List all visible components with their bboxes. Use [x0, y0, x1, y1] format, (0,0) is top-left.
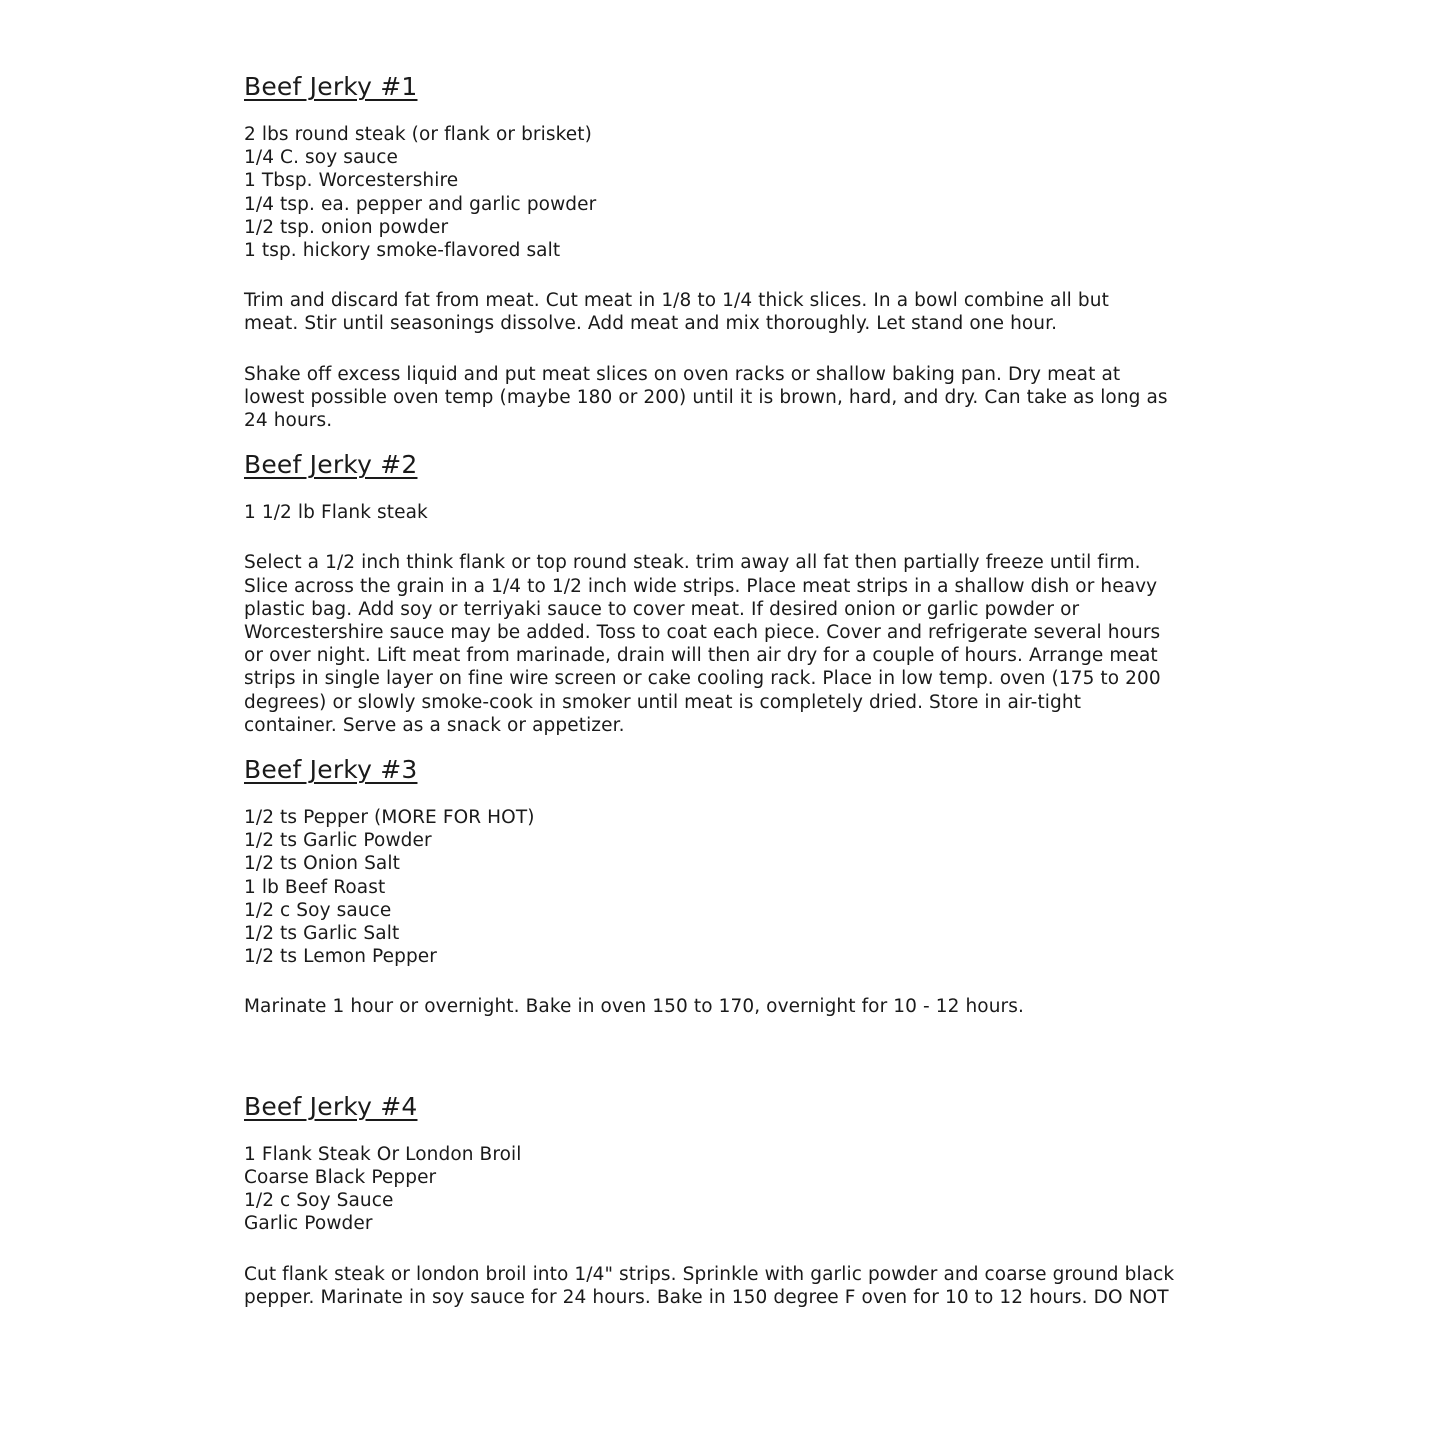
instructions-paragraph: Marinate 1 hour or overnight. Bake in oven 150 to 170, overnight for 10 - 12 hours. — [244, 996, 1024, 1018]
recipe-section — [244, 1090, 1204, 1309]
ingredient-item: 1/2 c Soy sauce — [244, 899, 392, 921]
ingredient-item: 1/2 ts Onion Salt — [244, 853, 400, 875]
instructions-paragraph: Trim and discard fat from meat. Cut meat in 1/8 to 1/4 thick slices. In a bowl combine all but meat. Stir until seasonings dissolve. Add meat and mix thoroughly. Let stand one hour. — [244, 290, 1109, 335]
document-page — [244, 70, 1204, 1309]
recipe-section — [244, 70, 1204, 432]
ingredient-item: 1/4 tsp. ea. pepper and garlic powder — [244, 193, 597, 215]
ingredient-item: 1 1/2 lb Flank steak — [244, 502, 428, 524]
ingredient-item: 2 lbs round steak (or flank or brisket) — [244, 124, 592, 145]
recipe-section — [244, 448, 1204, 737]
recipe-title: Beef Jerky #3 — [244, 755, 418, 785]
instructions-paragraph: Select a 1/2 inch think flank or top round steak. trim away all fat then partially freeze until firm. Slice across the grain in a 1/4 to 1/2 inch wide strips. Place meat strips in a shallow dish or heavy plastic bag. Add soy or terriyaki sauce to cover meat. If desired onion or garlic powder or Worcestershire sauce may be added. Toss to coat each piece. Cover and refrigerate several hours or over night. Lift meat from marinade, drain will then air dry for a couple of hours. Arrange meat strips in single layer on fine wire screen or cake cooling rack. Place in low temp. oven (175 to 200 degrees) or slowly smoke-cook in smoker until meat is completely dried. Store in air-tight container. Serve as a snack or appetizer. — [244, 552, 1161, 736]
ingredient-item: 1/2 ts Lemon Pepper — [244, 946, 437, 968]
ingredient-item: 1 Tbsp. Worcestershire — [244, 170, 459, 192]
ingredient-item: 1/2 ts Garlic Salt — [244, 923, 400, 945]
ingredient-list — [244, 1143, 1204, 1236]
ingredient-list — [244, 501, 1204, 524]
ingredient-item: 1 lb Beef Roast — [244, 876, 386, 898]
ingredient-item: Coarse Black Pepper — [244, 1166, 437, 1188]
instructions-paragraph: Shake off excess liquid and put meat slices on oven racks or shallow baking pan. Dry meat at lowest possible oven temp (maybe 180 or 200) until it is brown, hard, and dry. Can take as long as 24 hours. — [244, 363, 1168, 432]
recipe-title: Beef Jerky #1 — [244, 72, 418, 101]
instructions-paragraph: Cut flank steak or london broil into 1/4" strips. Sprinkle with garlic powder and coarse ground black pepper. Marinate in soy sauce for 24 hours. Bake in 150 degree F oven for 10 to 12 hours. DO NOT — [244, 1263, 1175, 1308]
ingredient-item: 1/2 ts Pepper (MORE FOR HOT) — [244, 807, 535, 829]
ingredient-item: 1 Flank Steak Or London Broil — [244, 1143, 522, 1165]
ingredient-item: 1 tsp. hickory smoke-flavored salt — [244, 240, 561, 262]
ingredient-item: Garlic Powder — [244, 1213, 373, 1235]
ingredient-item: 1/2 ts Garlic Powder — [244, 830, 432, 852]
recipe-title: Beef Jerky #4 — [244, 1091, 418, 1121]
ingredient-list — [244, 123, 1204, 262]
ingredient-item: 1/2 tsp. onion powder — [244, 216, 449, 238]
recipe-title: Beef Jerky #2 — [244, 450, 418, 480]
recipe-section — [244, 753, 1204, 1019]
ingredient-item: 1/4 C. soy sauce — [244, 147, 398, 169]
ingredient-list — [244, 806, 1204, 968]
ingredient-item: 1/2 c Soy Sauce — [244, 1190, 394, 1212]
